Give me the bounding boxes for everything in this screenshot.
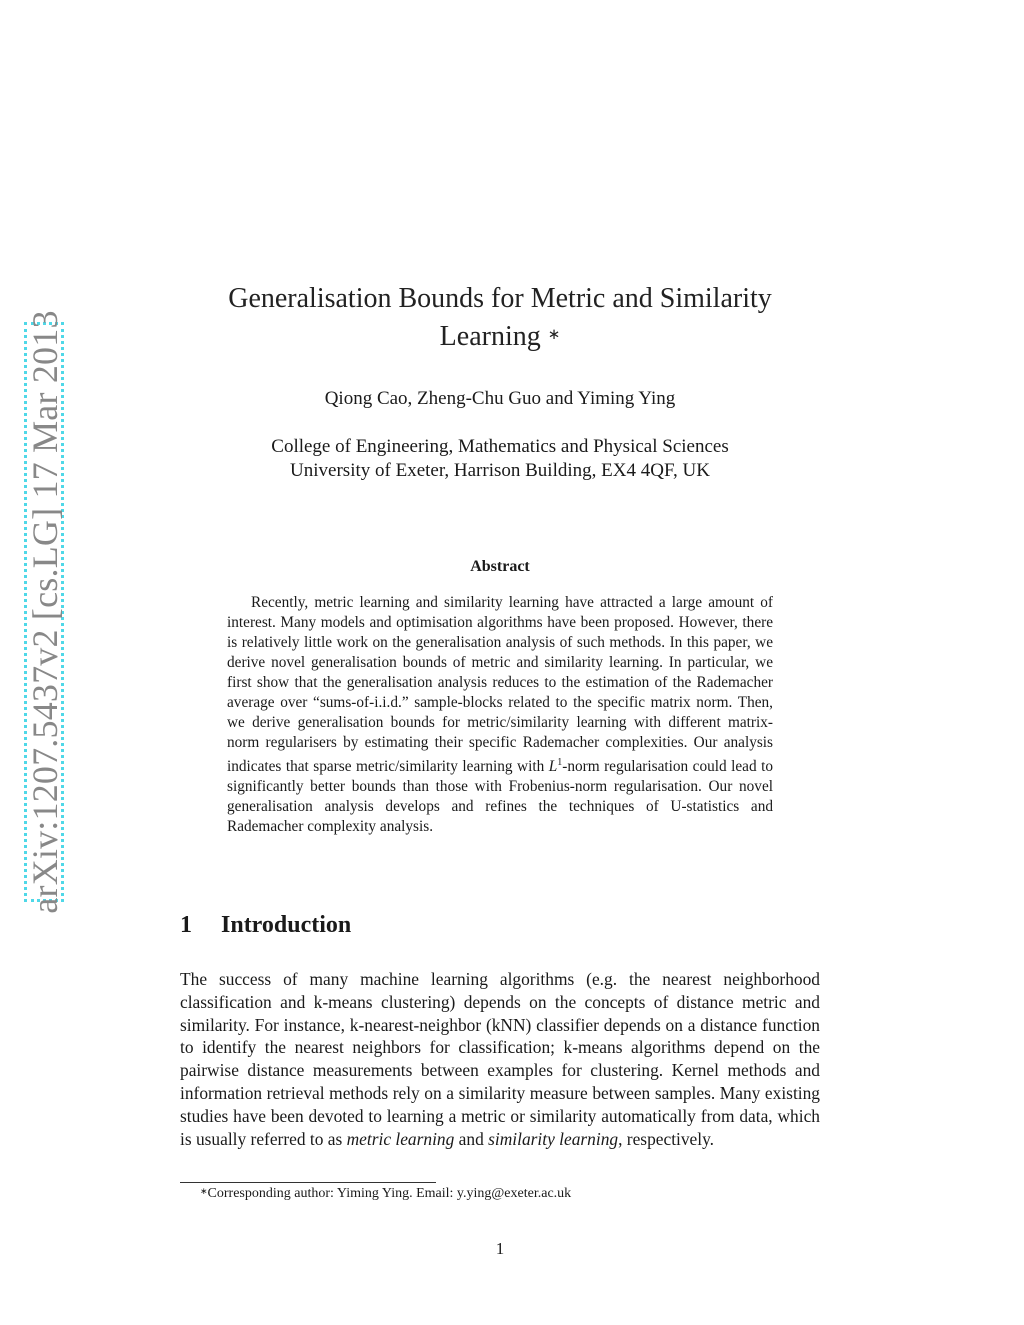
section-title: Introduction (221, 912, 352, 938)
introduction-paragraph: The success of many machine learning algorithms (e.g. the nearest neighborhood classification and k-means clustering) depends on the concepts of distance metric and similarity. For instance, k-nearest-neighbor (kNN) classifier depends on a distance function to identify the nearest neighbors for classification; k-means algorithms depend on the pairwise distance measurements between examples for clustering. Kernel methods and information retrieval methods rely on a similarity measure between samples. Many existing studies have been devoted to learning a metric or similarity automatically from data, which is usually referred to as metric learning and similarity learning, respectively. (180, 969, 820, 1149)
abstract-heading: Abstract (470, 558, 530, 575)
title-line-1: Generalisation Bounds for Metric and Similarity (228, 283, 772, 314)
section-heading-introduction (180, 912, 351, 939)
footnote: ∗Corresponding author: Yiming Ying. Email: y.ying@exeter.ac.uk (200, 1186, 572, 1201)
section-number: 1 (180, 912, 192, 938)
affiliation-line-2: University of Exeter, Harrison Building, EX4 4QF, UK (290, 460, 710, 481)
abstract-body: Recently, metric learning and similarity learning have attracted a large amount of interest. Many models and optimisation algorithms have been proposed. However, there is relatively little work on the generalisation analysis of such methods. In this paper, we derive novel generalisation bounds of metric and similarity learning. In particular, we first show that the generalisation analysis reduces to the estimation of the Rademacher average over “sums-of-i.i.d.” sample-blocks related to the specific matrix norm. Then, we derive generalisation bounds for metric/similarity learning with different matrix-norm regularisers by estimating their specific Rademacher complexities. Our analysis indicates that sparse metric/similarity learning with $L^1$-norm regularisation could lead to significantly better bounds than those with Frobenius-norm regularisation. Our novel generalisation analysis develops and refines the techniques of U-statistics and Rademacher complexity analysis. (227, 594, 773, 836)
title-footnote-mark: ∗ (547, 327, 561, 343)
footnote-mark: ∗ (200, 1186, 208, 1196)
page-number: 1 (495, 1239, 505, 1258)
arxiv-stamp: arXiv:1207.5437v2 [cs.LG] 17 Mar 2013 (25, 310, 65, 914)
paper-title (180, 280, 820, 356)
affiliation-line-1: College of Engineering, Mathematics and Physical Sciences (271, 436, 729, 457)
authors: Qiong Cao, Zheng-Chu Guo and Yiming Ying (324, 388, 676, 409)
title-line-2: Learning ∗ (439, 321, 561, 352)
affiliation (180, 435, 820, 483)
footnote-rule (180, 1182, 436, 1183)
